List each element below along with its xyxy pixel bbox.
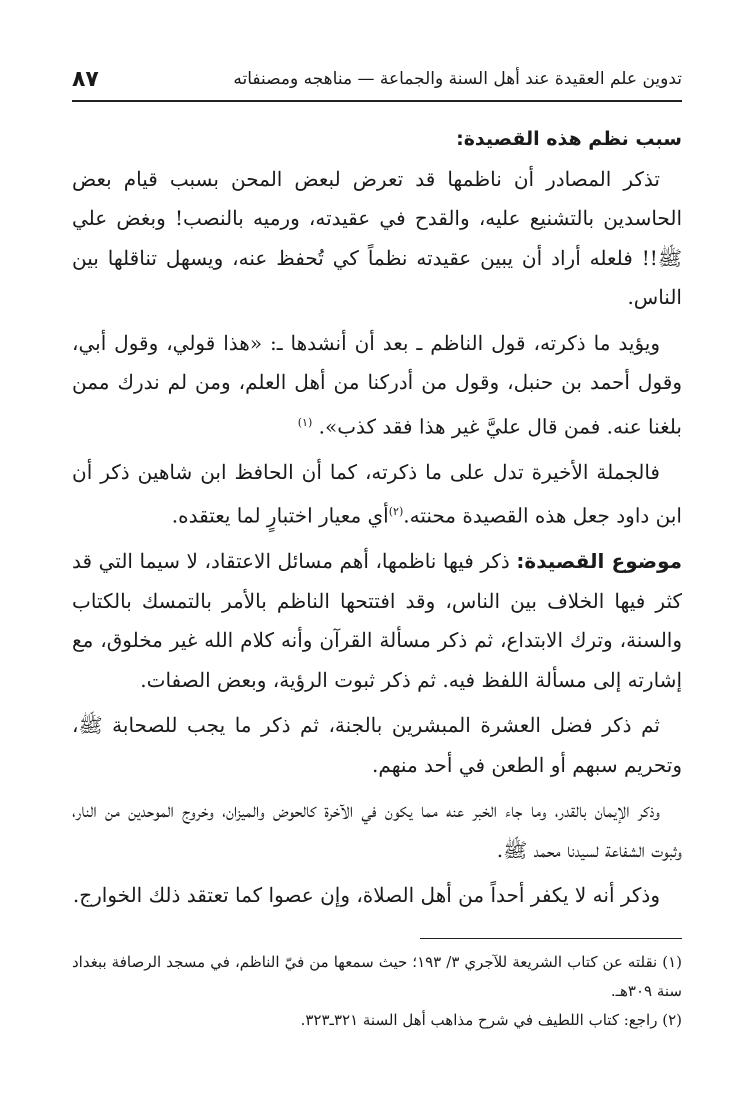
footnote-1: (١) نقلته عن كتاب الشريعة للآجري ٣/ ١٩٣؛ حيث سمعها من فيّ الناظم، في مسجد الرصافة ببغداد سنة ٣٠٩هـ. xyxy=(72,953,683,1000)
footnote-2: (٢) راجع: كتاب اللطيف في شرح مذاهب أهل السنة ٣٢١ـ٣٢٣. xyxy=(300,1011,682,1029)
footnote-marker[interactable]: (١) xyxy=(297,415,313,429)
header-rule xyxy=(72,100,682,102)
paragraph: تذكر المصادر أن ناظمها قد تعرض لبعض المحن بسبب قيام بعض الحاسدين بالتشنيع عليه، والقدح في عقيدته، ورميه بالنصب! وبغض علي ﷺ!! فلعله أراد أن يبين عقيدته نظماً كي تُحفظ عنه، ويسهل تناقلها بين الناس. xyxy=(72,166,682,309)
paragraph: موضوع القصيدة: ذكر فيها ناظمها، أهم مسائل الاعتقاد، لا سيما التي قد كثر فيها الخلاف بين الناس، وقد افتتحها الناظم بالأمر بالتمسك بالكتاب والسنة، وترك الابتداع، ثم ذكر مسألة القرآن وأنه كلام الله غير مخلوق، مع إشارته إلى مسألة اللفظ فيه. ثم ذكر ثبوت الرؤية، وبعض الصفات. xyxy=(72,549,683,692)
footnote-marker[interactable]: (٢) xyxy=(388,505,404,519)
page-number: ٨٧ xyxy=(72,66,99,92)
footnotes xyxy=(72,948,682,1035)
paragraph: ويؤيد ما ذكرته، قول الناظم ـ بعد أن أنشدها ـ: «هذا قولي، وقول أبي، وقول أحمد بن حنبل، وقول من أدركنا من أهل العلم، ومن لم ندرك ممن بلغنا عنه. فمن قال عليَّ غير هذا فقد كذب». $^{(١)}$ xyxy=(72,330,682,439)
paragraph: وذكر الإيمان بالقدر، وما جاء الخبر عنه مما يكون في الآخرة كالحوض والميزان، وخروج الموحدين من النار، وثبوت الشفاعة لسيدنا محمد ﷺ. xyxy=(72,798,682,862)
section-heading-topic: موضوع القصيدة: xyxy=(516,549,683,574)
paragraph: وذكر أنه لا يكفر أحداً من أهل الصلاة، وإن عصوا كما تعتقد ذلك الخوارج. xyxy=(72,883,660,908)
paragraph: ثم ذكر فضل العشرة المبشرين بالجنة، ثم ذكر ما يجب للصحابة ﷺ، وتحريم سبهم أو الطعن في أحد منهم. xyxy=(72,713,682,777)
section-heading-reason: سبب نظم هذه القصيدة: xyxy=(456,128,682,150)
footnote-rule xyxy=(420,938,682,939)
running-title: تدوين علم العقيدة عند أهل السنة والجماعة — مناهجه ومصنفاته xyxy=(233,69,682,89)
page-header xyxy=(72,62,682,96)
paragraph: فالجملة الأخيرة تدل على ما ذكرته، كما أن الحافظ ابن شاهين ذكر أن ابن داود جعل هذه القصيدة محنته.$^{(٢)}$أي معيار اختبارٍ لما يعتقده. xyxy=(72,459,682,528)
main-text xyxy=(72,120,682,922)
